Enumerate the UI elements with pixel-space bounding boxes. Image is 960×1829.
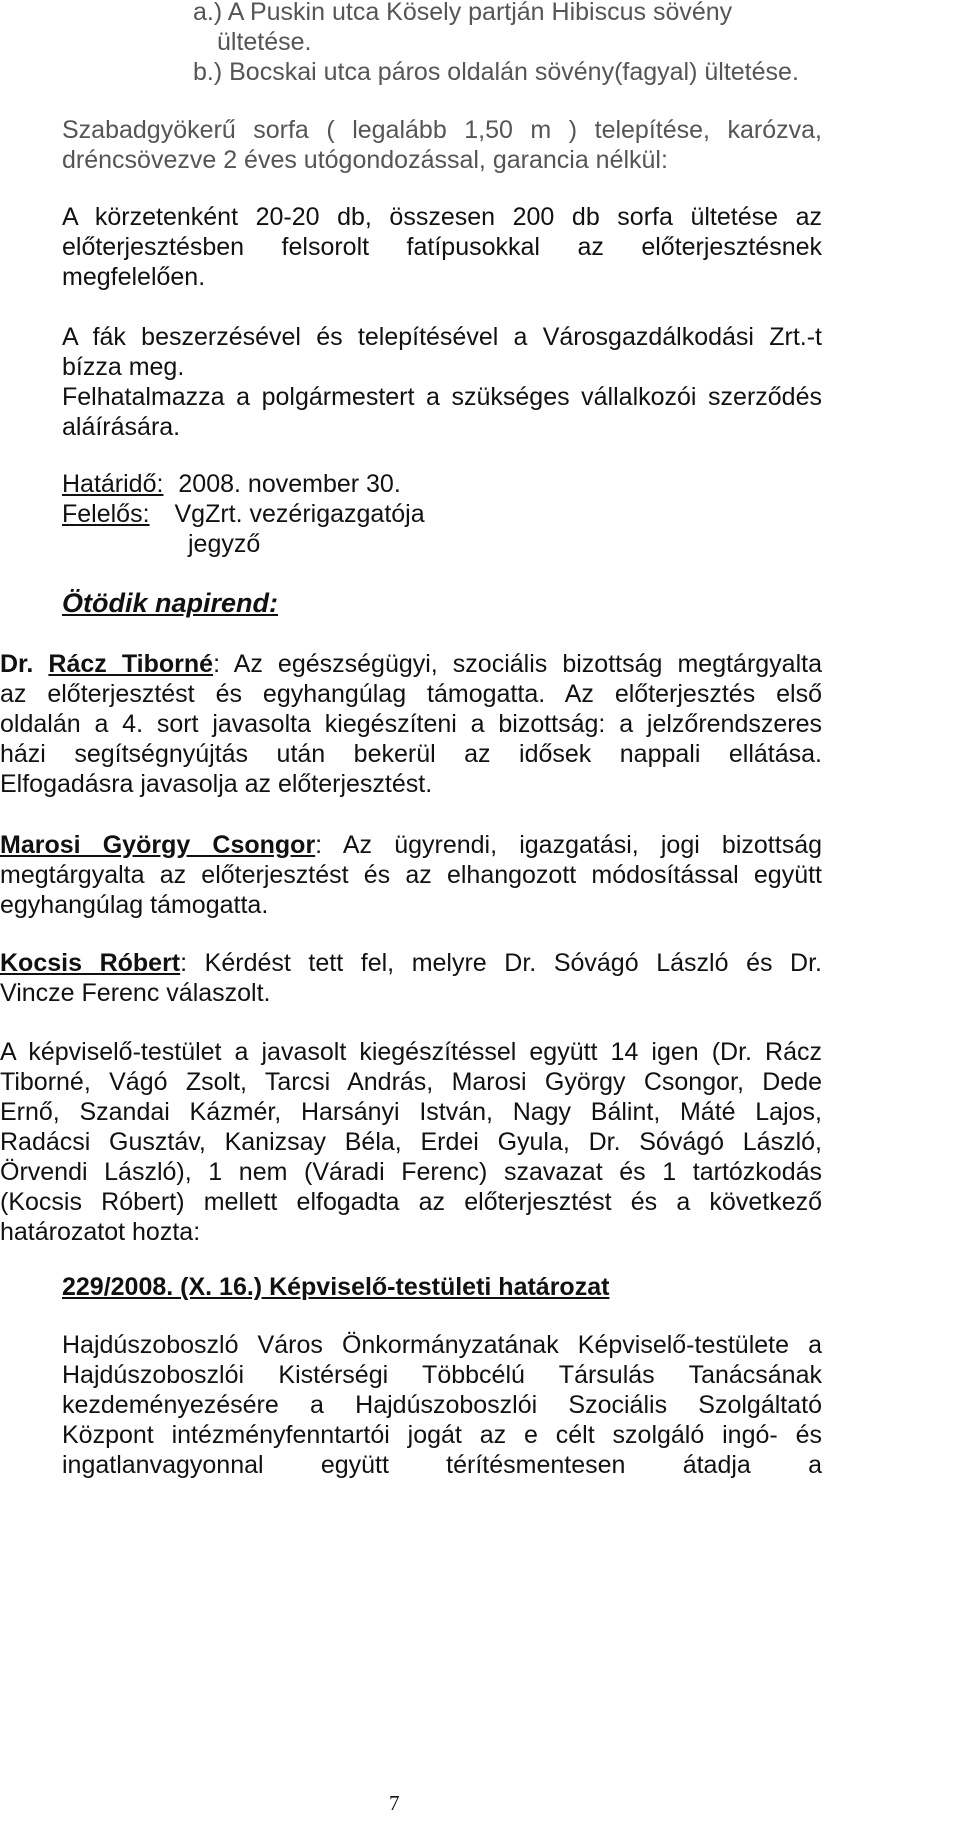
vote-line4: Radácsi Gusztáv, Kanizsay Béla, Erdei Gyula, Dr. Sóvágó László, bbox=[0, 1128, 822, 1156]
korzet-line1: A körzetenként 20-20 db, összesen 200 db sorfa ültetése az bbox=[62, 203, 822, 231]
section-heading: Ötödik napirend: bbox=[62, 588, 278, 618]
vote-paragraph-end bbox=[0, 1217, 200, 1247]
resolution-line5: ingatlanvagyonnal együtt térítésmentesen átadja a bbox=[62, 1451, 822, 1479]
felelos-value1: VgZrt. vezérigazgatója bbox=[174, 500, 425, 528]
racz-line5: Elfogadásra javasolja az előterjesztést. bbox=[0, 770, 433, 798]
vote-line6: (Kocsis Róbert) mellett elfogadta az előterjesztést és a következő bbox=[0, 1188, 822, 1216]
resolution-paragraph bbox=[62, 1330, 822, 1480]
vote-paragraph bbox=[0, 1037, 822, 1217]
item-a-line1: a.) A Puskin utca Kösely partján Hibiscus sövény bbox=[193, 0, 733, 26]
hatarido-value: 2008. november 30. bbox=[178, 470, 401, 498]
sorfa-line2: dréncsövezve 2 éves utógondozással, garancia nélkül: bbox=[62, 146, 668, 174]
fak-paragraph bbox=[62, 322, 822, 352]
racz-line2: az előterjesztést és egyhangúlag támogatta. Az előterjesztés első bbox=[0, 680, 822, 708]
racz-dr: Dr. bbox=[0, 650, 34, 678]
kocsis-name: Kocsis Róbert bbox=[0, 949, 181, 977]
marosi-line3: egyhangúlag támogatta. bbox=[0, 891, 269, 919]
marosi-line1 bbox=[0, 830, 822, 860]
racz-name: Rácz Tiborné bbox=[48, 650, 214, 678]
korzet-line2: előterjesztésben felsorolt fatípusokkal az előterjesztésnek bbox=[62, 233, 822, 261]
kocsis-paragraph bbox=[0, 948, 822, 978]
kocsis-line2: Vincze Ferenc válaszolt. bbox=[0, 979, 271, 1007]
felelos-row bbox=[62, 499, 425, 529]
sorfa-paragraph bbox=[62, 115, 822, 145]
kocsis-paragraph-end bbox=[0, 978, 271, 1008]
hatarido-row bbox=[62, 469, 425, 499]
vote-line5: Örvendi László), 1 nem (Váradi Ferenc) szavazat és 1 tartózkodás bbox=[0, 1158, 822, 1186]
marosi-name: Marosi György Csongor bbox=[0, 831, 316, 859]
felhatalmazza-line2: aláírására. bbox=[62, 413, 181, 441]
page-number: 7 bbox=[389, 1791, 400, 1815]
marosi-paragraph bbox=[0, 830, 822, 890]
kocsis-line1 bbox=[0, 948, 822, 978]
vote-line2: Tiborné, Vágó Zsolt, Tarcsi András, Marosi György Csongor, Dede bbox=[0, 1068, 822, 1096]
fak-line2: bízza meg. bbox=[62, 353, 185, 381]
korzet-line3: megfelelően. bbox=[62, 263, 206, 291]
marosi-paragraph-end bbox=[0, 890, 268, 920]
kocsis-line1-rest: : Kérdést tett fel, melyre Dr. Sóvágó László és Dr. bbox=[180, 949, 823, 977]
vote-line7: határozatot hozta: bbox=[0, 1218, 201, 1246]
resolution-line4: Központ intézményfenntartói jogát az e célt szolgáló ingó- és bbox=[62, 1421, 822, 1449]
vote-line1: A képviselő-testület a javasolt kiegészítéssel együtt 14 igen (Dr. Rácz bbox=[0, 1038, 822, 1066]
resolution-line1: Hajdúszoboszló Város Önkormányzatának Képviselő-testülete a bbox=[62, 1331, 822, 1359]
sorfa-line1: Szabadgyökerű sorfa ( legalább 1,50 m ) telepítése, karózva, bbox=[62, 116, 822, 144]
racz-paragraph-end bbox=[0, 769, 432, 799]
felelos-label: Felelős: bbox=[62, 500, 150, 528]
felhatalmazza-paragraph-end bbox=[62, 412, 180, 442]
marosi-line2: megtárgyalta az előterjesztést és az elhangozott módosítással együtt bbox=[0, 861, 822, 889]
racz-line4: házi segítségnyújtás után bekerül az idősek nappali ellátása. bbox=[0, 740, 822, 768]
racz-line1 bbox=[0, 649, 822, 679]
hatarido-label: Határidő: bbox=[62, 470, 164, 498]
vote-line3: Ernő, Szandai Kázmér, Harsányi István, Nagy Bálint, Máté Lajos, bbox=[0, 1098, 822, 1126]
racz-line3: oldalán a 4. sort javasolta kiegészíteni a bizottság: a jelzőrendszeres bbox=[0, 710, 822, 738]
resolution-line3: kezdeményezésére a Hajdúszoboszlói Szociális Szolgáltató bbox=[62, 1391, 822, 1419]
fak-line1: A fák beszerzésével és telepítésével a Városgazdálkodási Zrt.-t bbox=[62, 323, 822, 351]
sorfa-paragraph-end bbox=[62, 145, 668, 175]
resolution-line2: Hajdúszoboszlói Kistérségi Többcélú Társulás Tanácsának bbox=[62, 1361, 822, 1389]
top-items bbox=[193, 0, 799, 87]
item-a-line2: ültetése. bbox=[217, 28, 312, 56]
racz-line1-rest: : Az egészségügyi, szociális bizottság megtárgyalta bbox=[213, 650, 822, 678]
korzet-paragraph bbox=[62, 202, 822, 262]
marosi-line1-rest: : Az ügyrendi, igazgatási, jogi bizottság bbox=[315, 831, 822, 859]
deadline-block bbox=[62, 469, 425, 559]
item-b-line: b.) Bocskai utca páros oldalán sövény(fagyal) ültetése. bbox=[193, 58, 799, 86]
korzet-paragraph-end bbox=[62, 262, 205, 292]
felhatalmazza-line1: Felhatalmazza a polgármestert a szükséges vállalkozói szerződés bbox=[62, 383, 822, 411]
felelos-value2: jegyző bbox=[188, 530, 261, 558]
resolution-title: 229/2008. (X. 16.) Képviselő-testületi határozat bbox=[62, 1273, 610, 1301]
racz-paragraph bbox=[0, 649, 822, 769]
fak-paragraph-end bbox=[62, 352, 184, 382]
felhatalmazza-paragraph bbox=[62, 382, 822, 412]
